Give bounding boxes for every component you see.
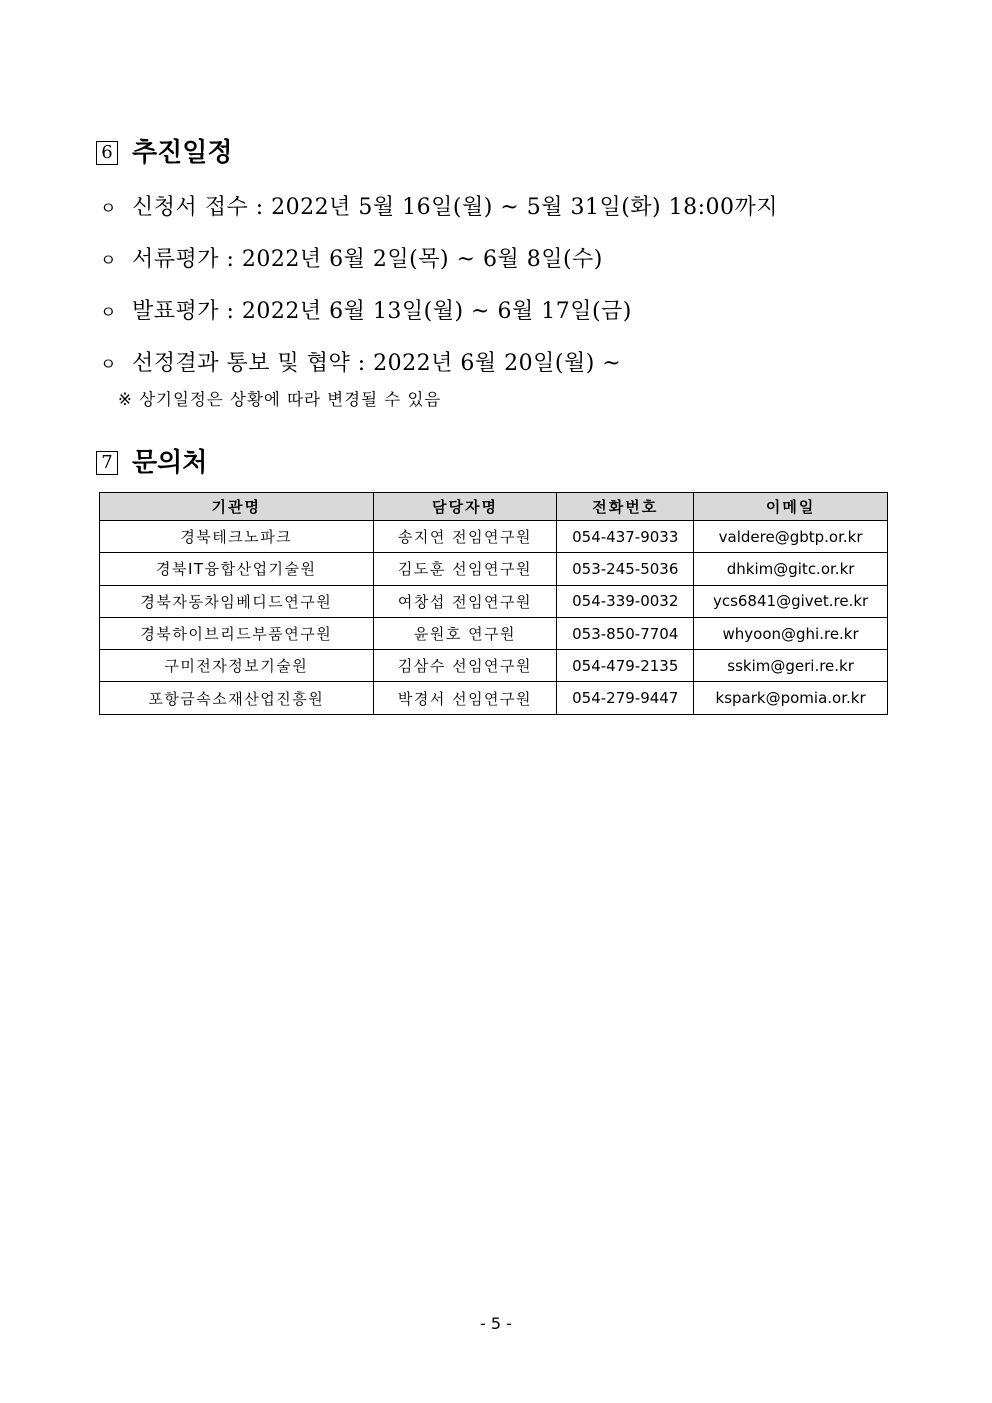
person-cell: 윤원호 연구원	[373, 617, 557, 649]
schedule-item	[100, 298, 632, 327]
column-header-person: 담당자명	[373, 493, 557, 521]
person-cell: 김삼수 선임연구원	[373, 650, 557, 682]
column-header-organization: 기관명	[100, 493, 374, 521]
organization-cell: 경북IT융합산업기술원	[100, 553, 374, 585]
phone-cell: 054-279-9447	[557, 682, 694, 714]
schedule-item-text: 서류평가 : 2022년 6월 2일(목) ~ 6월 8일(수)	[132, 247, 603, 272]
email-cell: ycs6841@givet.re.kr	[694, 585, 888, 617]
email-cell: sskim@geri.re.kr	[694, 650, 888, 682]
organization-cell: 경북자동차임베디드연구원	[100, 585, 374, 617]
organization-cell: 포항금속소재산업진흥원	[100, 682, 374, 714]
schedule-item	[100, 194, 778, 223]
phone-cell: 053-245-5036	[557, 553, 694, 585]
page-number: - 5 -	[480, 1314, 512, 1333]
bullet-mark: ㅇ	[100, 199, 117, 219]
section-number-box: 6	[96, 141, 118, 165]
phone-cell: 054-479-2135	[557, 650, 694, 682]
bullet-mark: ㅇ	[100, 303, 117, 323]
schedule-item-text: 신청서 접수 : 2022년 5월 16일(월) ~ 5월 31일(화) 18:00까지	[132, 195, 779, 220]
bullet-mark: ㅇ	[100, 251, 117, 271]
contact-heading	[96, 450, 207, 476]
schedule-item	[100, 350, 621, 379]
schedule-heading	[96, 140, 232, 166]
contact-table	[99, 492, 888, 715]
section-number-box: 7	[96, 451, 118, 475]
bullet-mark: ㅇ	[100, 355, 117, 375]
organization-cell: 경북테크노파크	[100, 521, 374, 553]
email-cell: whyoon@ghi.re.kr	[694, 617, 888, 649]
email-cell: kspark@pomia.or.kr	[694, 682, 888, 714]
schedule-item-text: 발표평가 : 2022년 6월 13일(월) ~ 6월 17일(금)	[132, 299, 632, 324]
table-row	[100, 521, 888, 553]
person-cell: 김도훈 선임연구원	[373, 553, 557, 585]
person-cell: 박경서 선임연구원	[373, 682, 557, 714]
table-header-row	[100, 493, 888, 521]
schedule-item-text: 선정결과 통보 및 협약 : 2022년 6월 20일(월) ~	[132, 351, 622, 376]
phone-cell: 054-437-9033	[557, 521, 694, 553]
contact-title: 문의처	[132, 448, 208, 478]
organization-cell: 경북하이브리드부품연구원	[100, 617, 374, 649]
person-cell: 송지연 전임연구원	[373, 521, 557, 553]
email-cell: dhkim@gitc.or.kr	[694, 553, 888, 585]
schedule-item	[100, 246, 603, 275]
column-header-phone: 전화번호	[557, 493, 694, 521]
schedule-note: ※ 상기일정은 상황에 따라 변경될 수 있음	[118, 390, 442, 409]
phone-cell: 053-850-7704	[557, 617, 694, 649]
table-row	[100, 585, 888, 617]
column-header-email: 이메일	[694, 493, 888, 521]
phone-cell: 054-339-0032	[557, 585, 694, 617]
table-row	[100, 650, 888, 682]
person-cell: 여창섭 전임연구원	[373, 585, 557, 617]
email-cell: valdere@gbtp.or.kr	[694, 521, 888, 553]
schedule-title: 추진일정	[132, 138, 233, 168]
table-row	[100, 617, 888, 649]
organization-cell: 구미전자정보기술원	[100, 650, 374, 682]
table-row	[100, 553, 888, 585]
table-row	[100, 682, 888, 714]
